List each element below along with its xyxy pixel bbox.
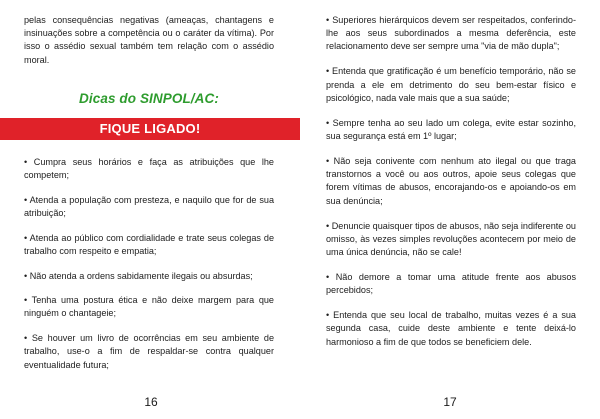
tips-list-right xyxy=(326,14,576,349)
list-item: • Não demore a tomar uma atitude frente aos abusos percebidos; xyxy=(326,272,576,296)
page-number: 16 xyxy=(144,395,158,409)
banner-label: FIQUE LIGADO! xyxy=(99,121,201,137)
list-item: • Se houver um livro de ocorrências em seu ambiente de trabalho, use-o a fim de respaldar-se contra qualquer eventualidade futura; xyxy=(24,333,274,370)
list-item: • Entenda que seu local de trabalho, muitas vezes é a sua segunda casa, cuide deste ambiente e tente deixá-lo harmonioso a fim de que todos se beneficiem dele. xyxy=(326,310,576,347)
intro-paragraph: pelas consequências negativas (ameaças, chantagens e insinuações sobre a competência ou o caráter da vítima). Por isso o assédio sexual também tem relação com o assédio moral. xyxy=(24,15,274,65)
tips-title: Dicas do SINPOL/AC: xyxy=(79,90,219,106)
list-item: • Sempre tenha ao seu lado um colega, evite estar sozinho, sua segurança está em 1º lugar; xyxy=(326,117,576,142)
list-item: • Não atenda a ordens sabidamente ilegais ou absurdas; xyxy=(24,270,253,281)
list-item: • Atenda a população com presteza, e naquilo que for de sua atribuição; xyxy=(24,194,274,218)
page-right xyxy=(300,0,600,419)
list-item: • Denuncie quaisquer tipos de abusos, não seja indiferente ou omisso, às vezes simples revoluções acontecem por meio de uma única denúncia, não se cale! xyxy=(326,220,576,258)
list-item: • Atenda ao público com cordialidade e trate seus colegas de trabalho com respeito e empatia; xyxy=(24,232,274,256)
fique-ligado-banner xyxy=(0,118,300,140)
list-item: • Não seja conivente com nenhum ato ilegal ou que traga transtornos a você ou aos outros, apoie seus colegas que forem vítimas de abusos, encorajando-os e apoiando-os em sua denúncia; xyxy=(326,156,576,206)
list-item: • Cumpra seus horários e faça as atribuições que lhe competem; xyxy=(24,156,274,181)
tips-list-left xyxy=(24,156,274,372)
page-number: 17 xyxy=(443,395,457,409)
list-item: • Entenda que gratificação é um benefício temporário, não se prenda a ele em detrimento do seu bem-estar físico e psicológico, nada vale mais que a sua saúde; xyxy=(326,66,576,103)
list-item: • Tenha uma postura ética e não deixe margem para que ninguém o chantageie; xyxy=(24,295,274,319)
list-item: • Superiores hierárquicos devem ser respeitados, conferindo-lhe aos seus subordinados a mesma deferência, este relacionamento deve ser sempre uma "via de mão dupla"; xyxy=(326,15,576,52)
